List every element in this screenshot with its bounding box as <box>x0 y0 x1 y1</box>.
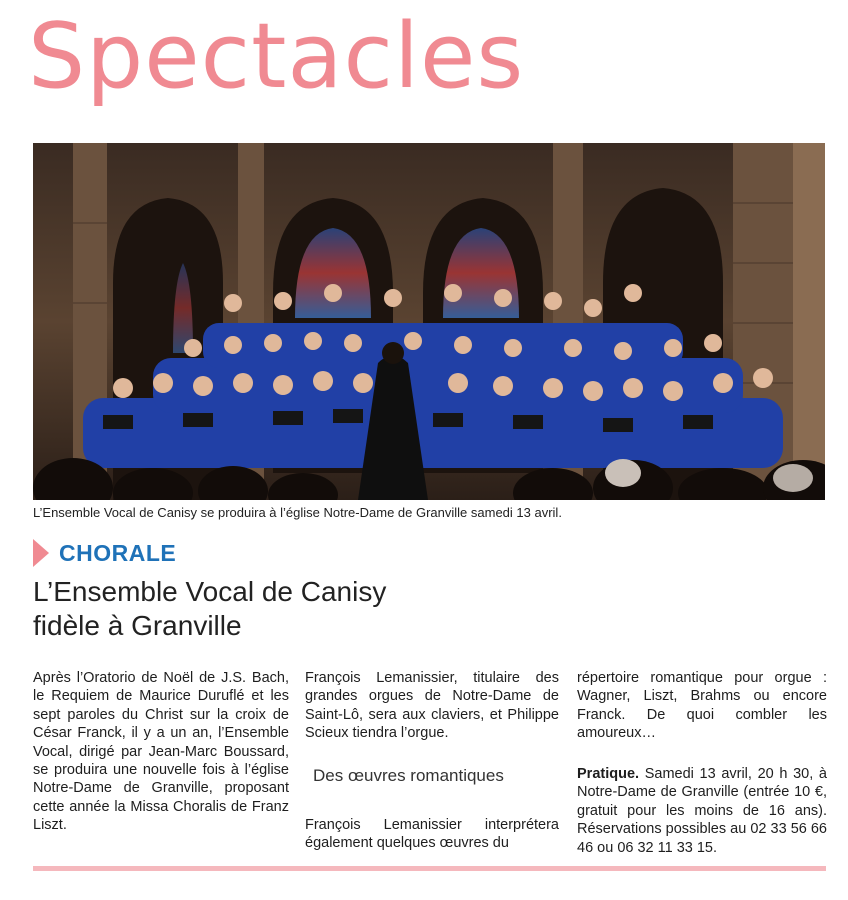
article-column-1 <box>33 669 289 835</box>
headline-line-1: L’Ensemble Vocal de Canisy <box>33 576 387 607</box>
paragraph-works: François Lemanissier interprétera également quelques œuvres du <box>305 817 559 852</box>
chevron-right-icon <box>33 539 49 567</box>
headline-line-2: fidèle à Granville <box>33 610 242 641</box>
bottom-divider <box>33 866 826 871</box>
section-title: Spectacles <box>28 4 525 109</box>
practical-label: Pratique. <box>577 766 640 782</box>
paragraph-intro: Après l’Oratorio de Noël de J.S. Bach, le Requiem de Maurice Duruflé et les sept paroles du Christ sur la croix de César Franck, il y a un an, l’Ensemble Vocal, dirigé par Jean-Marc Boussard, se produira une nouvelle fois à l’église Notre-Dame de Granville, proposant cette année la Missa Choralis de Franz Liszt. <box>33 670 289 834</box>
photo-caption: L’Ensemble Vocal de Canisy se produira à l’église Notre-Dame de Granville samedi 13 avril. <box>33 505 562 520</box>
practical-info <box>577 765 827 857</box>
paragraph-organists: François Lemanissier, titulaire des grandes orgues de Notre-Dame de Saint-Lô, sera aux claviers, et Philippe Scieux tiendra l’orgue. <box>305 670 559 742</box>
choir-photo-image <box>33 143 825 500</box>
rubric-label: CHORALE <box>59 539 177 566</box>
article-column-3-top <box>577 669 827 743</box>
practical-text: Samedi 13 avril, 20 h 30, à Notre-Dame de Granville (entrée 10 €, gratuit pour les moins de 16 ans). Réservations possibles au 02 33 56 66 46 ou 06 32 11 33 15. <box>577 766 827 856</box>
article-subhead: Des œuvres romantiques <box>313 766 504 785</box>
choir-photo <box>33 143 825 500</box>
article-headline <box>33 575 593 643</box>
article-column-2-bottom <box>305 816 559 853</box>
practical-paragraph <box>577 765 827 857</box>
article-column-2-top <box>305 669 559 743</box>
paragraph-repertoire: répertoire romantique pour orgue : Wagner, Liszt, Brahms ou encore Franck. De quoi combler les amoureux… <box>577 670 827 742</box>
rubric <box>33 538 176 568</box>
